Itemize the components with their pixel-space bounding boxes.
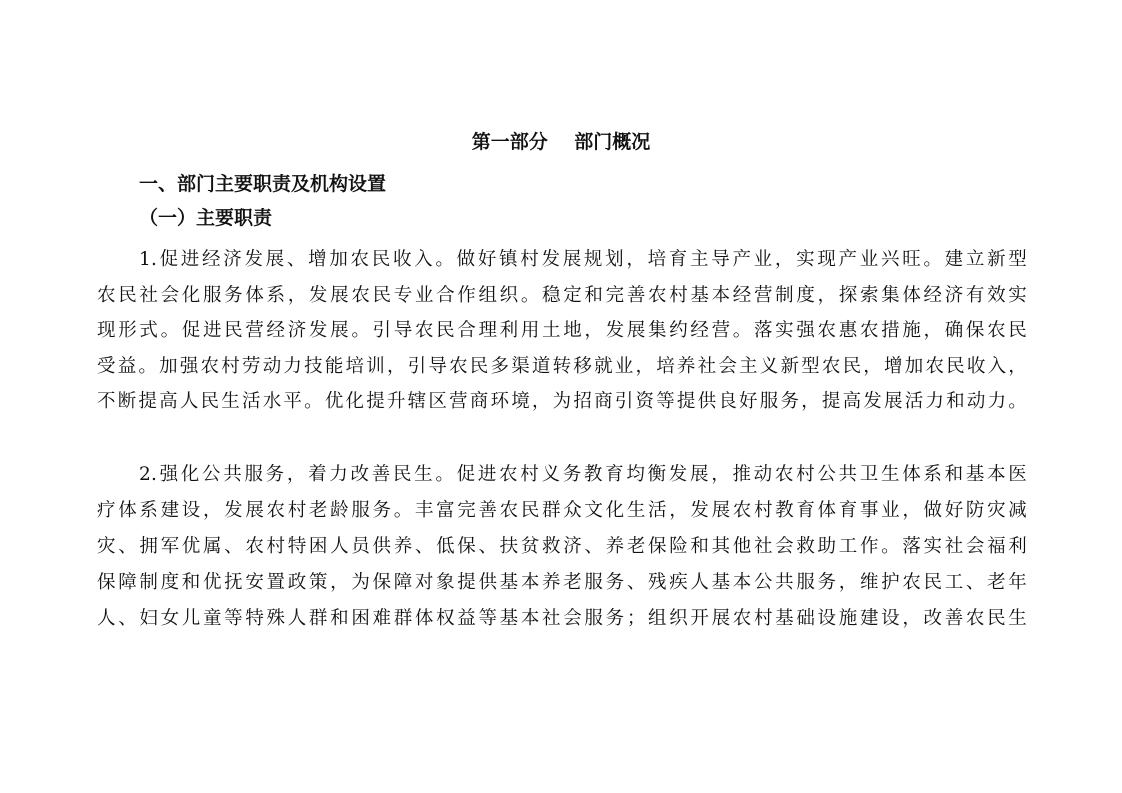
page-title: 第一部分 部门概况: [471, 131, 651, 153]
paragraph-line: 人、妇女儿童等特殊人群和困难群体权益等基本社会服务；组织开展农村基础设施建设，改善农民生: [97, 608, 1027, 629]
section-heading: 一、部门主要职责及机构设置: [139, 173, 387, 195]
paragraph-line: 受益。加强农村劳动力技能培训，引导农民多渠道转移就业，培养社会主义新型农民，增加农民收入，: [97, 355, 1027, 377]
paragraph-line: 保障制度和优抚安置政策，为保障对象提供基本养老服务、残疾人基本公共服务，维护农民工、老年: [97, 572, 1027, 593]
paragraph-1: [97, 242, 1027, 420]
paragraph-line: 农民社会化服务体系，发展农民专业合作组织。稳定和完善农村基本经营制度，探索集体经济有效实: [97, 284, 1027, 306]
paragraph-line: 灾、拥军优属、农村特困人员供养、低保、扶贫救济、养老保险和其他社会救助工作。落实社会福利: [97, 536, 1027, 557]
paragraph-line: 不断提高人民生活水平。优化提升辖区营商环境，为招商引资等提供良好服务，提高发展活力和动力。: [97, 391, 1027, 412]
paragraph-line: 1.促进经济发展、增加农民收入。做好镇村发展规划，培育主导产业，实现产业兴旺。建立新型: [139, 249, 1027, 270]
paragraph-line: 2.强化公共服务，着力改善民生。促进农村义务教育均衡发展，推动农村公共卫生体系和基本医: [139, 464, 1027, 485]
paragraph-line: 现形式。促进民营经济发展。引导农民合理利用土地，发展集约经营。落实强农惠农措施，确保农民: [97, 320, 1027, 341]
paragraph-line: 疗体系建设，发展农村老龄服务。丰富完善农民群众文化生活，发展农村教育体育事业，做好防灾减: [97, 500, 1027, 521]
subsection-heading: （一）主要职责: [139, 207, 273, 229]
paragraph-2: [97, 457, 1027, 637]
